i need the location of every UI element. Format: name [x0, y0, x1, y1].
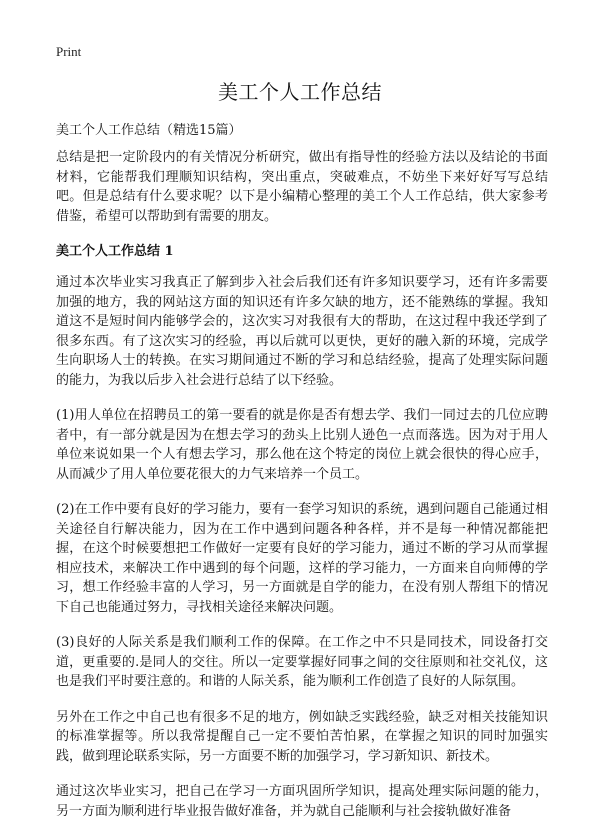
document-subtitle: 美工个人工作总结（精选15篇） — [56, 123, 242, 138]
body-paragraph-3: (2)在工作中要有良好的学习能力，要有一套学习知识的系统，遇到问题自己能通过相关途径自行解决能力，因为在工作中遇到问题各种各样，并不是每一种情况都能把握，在这个时候要想把工作做好一定要有良好的学习能力，通过不断的学习从而掌握相应技术，来解决工作中遇到的每个问题，这样的学习能力，一方面来自向师傅的学习，想工作经验丰富的人学习，另一方面就是自学的能力，在没有别人帮组下的情况下自己也能通过努力，寻找相关途径来解决问题。 — [56, 502, 548, 615]
body-paragraph-1: 通过本次毕业实习我真正了解到步入社会后我们还有许多知识要学习，还有许多需要加强的地方，我的网站这方面的知识还有许多欠缺的地方，还不能熟练的掌握。我知道这不是短时间内能够学会的，这次实习对我很有大的帮助，在这过程中我还学到了很多东西。有了这次实习的经验，再以后就可以更快，更好的融入新的环境，完成学生向职场人士的转换。在实习期间通过不断的学习和总结经验，提高了处理实际问题的能力，为我以后步入社会进行总结了以下经验。 — [56, 275, 548, 388]
body-paragraph-6: 通过这次毕业实习，把自己在学习一方面巩固所学知识，提高处理实际问题的能力，另一方面为顺利进行毕业报告做好准备，并为就自己能顺利与社会接轨做好准备 — [56, 784, 548, 819]
body-paragraph-2: (1)用人单位在招聘员工的第一要看的就是你是否有想去学、我们一同过去的几位应聘者中，有一部分就是因为在想去学习的劲头上比别人逊色一点而落选。因为对于用人单位来说如果一个人有想去学习，那么他在这个特定的岗位上就会很快的得心应手，从而减少了用人单位要花很大的力气来培养一个员工。 — [56, 408, 548, 482]
section-heading: 美工个人工作总结 1 — [56, 244, 174, 259]
body-paragraph-4: (3)良好的人际关系是我们顺利工作的保障。在工作之中不只是同技术，同设备打交道，更重要的.是同人的交往。所以一定要掌握好同事之间的交往原则和社交礼仪，这也是我们平时要注意的。和谐的人际关系，能为顺利工作创造了良好的人际氛围。 — [56, 635, 548, 689]
document-body — [56, 148, 548, 837]
print-link[interactable]: Print — [56, 44, 82, 59]
body-paragraph-5: 另外在工作之中自己也有很多不足的地方，例如缺乏实践经验，缺乏对相关技能知识的标准掌握等。所以我常提醒自己一定不要怕苦怕累，在掌握之知识的同时加强实践，做到理论联系实际，另一方面要不断的加强学习，学习新知识、新技术。 — [56, 709, 548, 764]
intro-paragraph: 总结是把一定阶段内的有关情况分析研究，做出有指导性的经验方法以及结论的书面材料，它能帮我们理顺知识结构，突出重点，突破难点，不妨坐下来好好写写总结吧。但是总结有什么要求呢？以下是小编精心整理的美工个人工作总结，供大家参考借鉴，希望可以帮助到有需要的朋友。 — [56, 150, 548, 224]
page-title: 美工个人工作总结 — [218, 80, 382, 104]
